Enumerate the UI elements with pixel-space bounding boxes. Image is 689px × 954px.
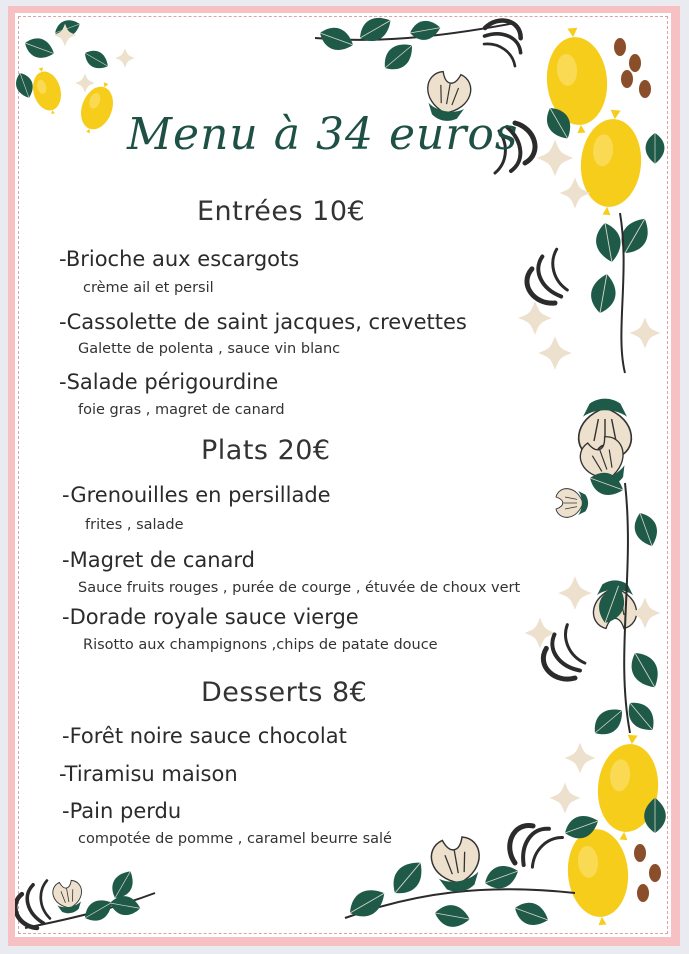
berry-icon bbox=[634, 844, 661, 902]
menu-card bbox=[15, 13, 671, 937]
dish-name: -Pain perdu bbox=[62, 799, 182, 823]
menu-title: Menu à 34 euros bbox=[127, 109, 519, 160]
dish-description: compotée de pomme , caramel beurre salé bbox=[78, 831, 392, 847]
dish-description: frites , salade bbox=[85, 517, 184, 533]
dish-description: Risotto aux champignons ,chips de patate douce bbox=[83, 637, 438, 653]
dish-name: -Cassolette de saint jacques, crevettes bbox=[59, 310, 467, 334]
dish-name: -Forêt noire sauce chocolat bbox=[62, 724, 347, 748]
section-heading-entrees: Entrées 10€ bbox=[197, 196, 366, 227]
menu-page bbox=[8, 6, 680, 946]
blossom-icon bbox=[51, 879, 85, 916]
lemon-icon bbox=[28, 64, 120, 137]
dish-name: -Grenouilles en persillade bbox=[62, 483, 331, 507]
dish-name: -Brioche aux escargots bbox=[59, 247, 300, 271]
berry-icon bbox=[614, 38, 651, 98]
blossom-icon bbox=[429, 835, 485, 896]
dish-description: foie gras , magret de canard bbox=[78, 402, 285, 418]
section-heading-plats: Plats 20€ bbox=[201, 435, 331, 466]
dish-description: crème ail et persil bbox=[83, 280, 214, 296]
dish-name: -Salade périgourdine bbox=[59, 370, 279, 394]
dish-name: -Magret de canard bbox=[62, 548, 256, 572]
dish-name: -Tiramisu maison bbox=[59, 762, 238, 786]
leaf-icon bbox=[25, 867, 155, 928]
swirl-icon bbox=[519, 249, 574, 310]
dish-description: Galette de polenta , sauce vin blanc bbox=[78, 341, 341, 357]
dish-name: -Dorade royale sauce vierge bbox=[62, 605, 359, 629]
section-heading-desserts: Desserts 8€ bbox=[201, 677, 368, 708]
dish-description: Sauce fruits rouges , purée de courge , étuvée de choux vert bbox=[78, 580, 521, 596]
swirl-icon bbox=[500, 812, 563, 876]
